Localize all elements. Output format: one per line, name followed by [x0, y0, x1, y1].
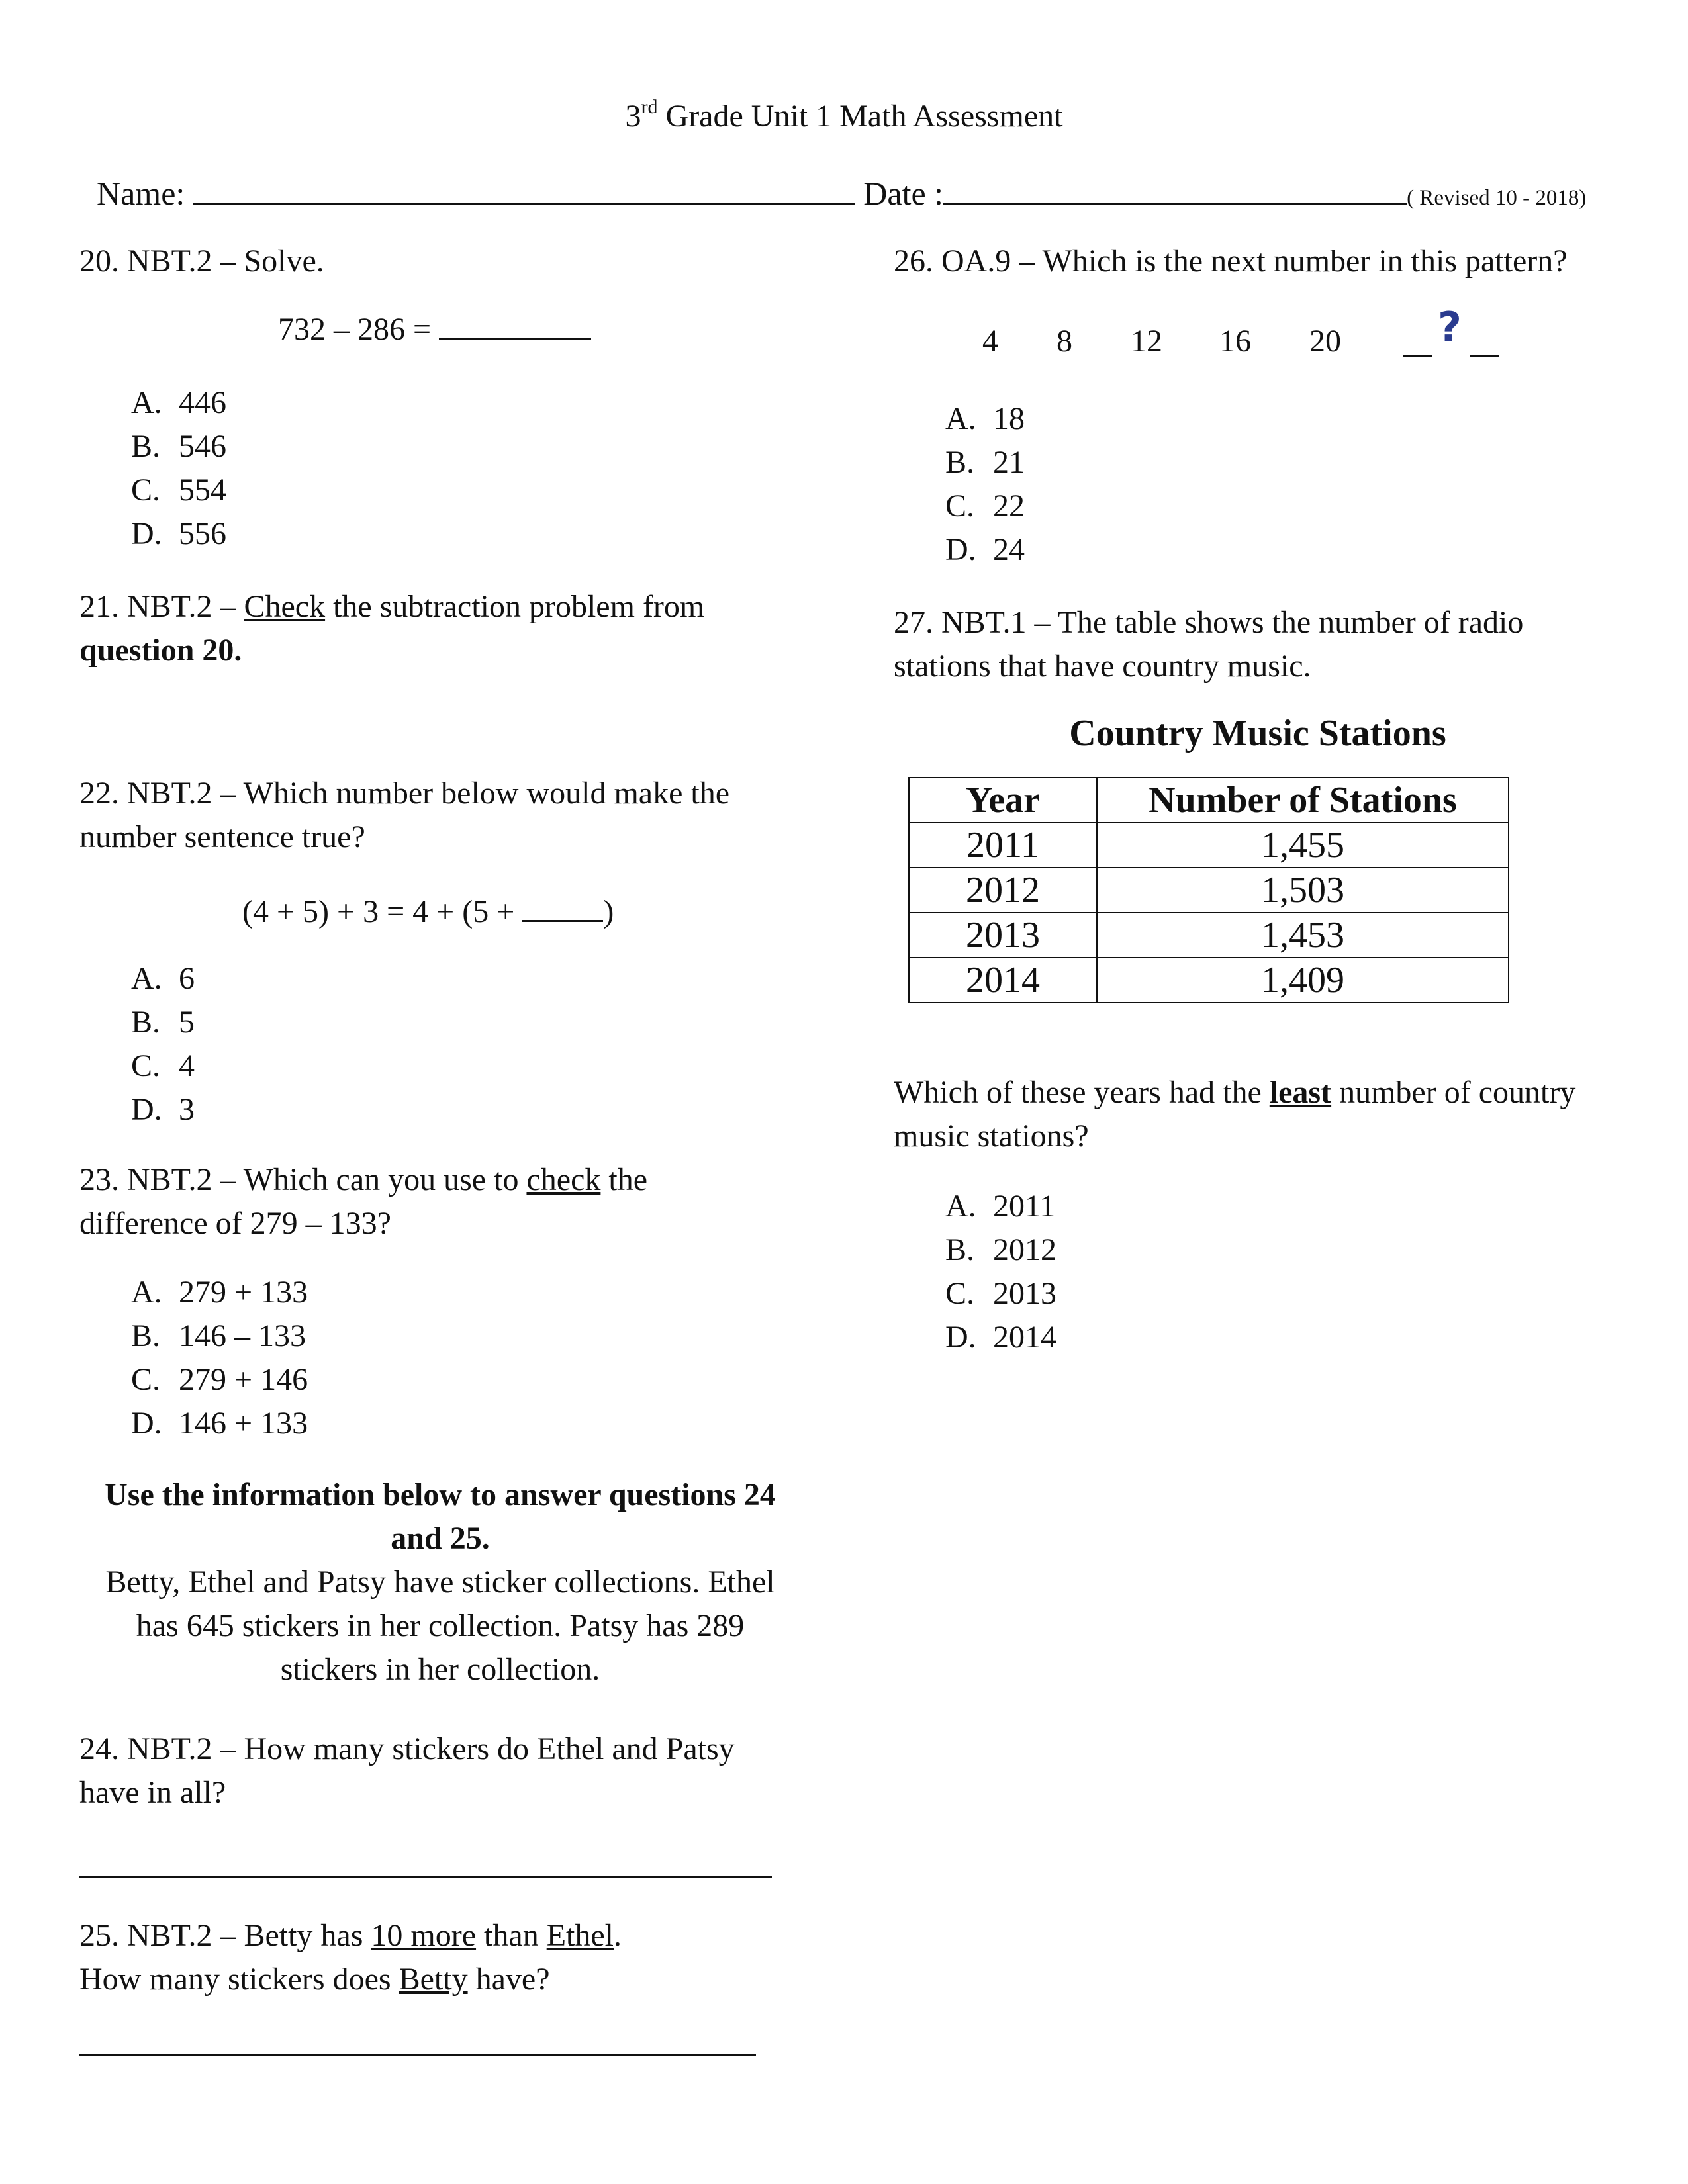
q21-prompt: 21. NBT.2 – Check the subtraction problem from question 20. [79, 589, 705, 668]
cell-stations: 1,453 [1097, 913, 1509, 958]
cell-stations: 1,503 [1097, 868, 1509, 913]
pattern-number: 12 [1131, 324, 1162, 359]
q24-answer-line[interactable] [79, 1876, 772, 1878]
q22-choices [131, 957, 195, 1132]
q20-equation: 732 – 286 = [278, 308, 591, 347]
q26-prompt: 26. OA.9 – Which is the next number in this pattern? [894, 244, 1568, 279]
header-year: Year [909, 778, 1097, 823]
question-mark-icon: ? [1438, 303, 1462, 351]
cell-year: 2012 [909, 868, 1097, 913]
table-row [909, 958, 1509, 1003]
table-row [909, 913, 1509, 958]
q25-prompt: 25. NBT.2 – Betty has 10 more than Ethel. How many stickers does Betty have? [79, 1918, 622, 1997]
q27-prompt: 27. NBT.1 – The table shows the number of radio stations that have country music. [894, 605, 1524, 684]
choice-item[interactable]: B. 21 [945, 445, 1025, 480]
choice-item[interactable]: C. 554 [131, 473, 226, 508]
q25-answer-line[interactable] [79, 2054, 756, 2056]
choice-item[interactable]: D. 3 [131, 1092, 195, 1127]
table-title: Country Music Stations [1069, 713, 1446, 754]
q27-question: Which of these years had the least number of country music stations? [894, 1075, 1576, 1154]
q22-equation: (4 + 5) + 3 = 4 + (5 + ) [242, 891, 614, 930]
q23-prompt: 23. NBT.2 – Which can you use to check the difference of 279 – 133? [79, 1162, 648, 1241]
q22-prompt: 22. NBT.2 – Which number below would make the number sentence true? [79, 776, 730, 854]
pattern-number: 16 [1219, 324, 1251, 359]
q22-answer-blank[interactable] [522, 891, 603, 922]
date-field[interactable] [943, 171, 1407, 205]
table-row [909, 823, 1509, 868]
name-label: Name: [97, 175, 185, 212]
table-header-row [909, 778, 1509, 823]
revised-note: ( Revised 10 - 2018) [1407, 186, 1587, 210]
choice-item[interactable]: C. 22 [945, 488, 1025, 523]
header-stations: Number of Stations [1097, 778, 1509, 823]
page-title: 3rd Grade Unit 1 Math Assessment [625, 96, 1063, 134]
choice-item[interactable]: B. 146 – 133 [131, 1318, 306, 1353]
choice-item[interactable]: A. 446 [131, 385, 226, 420]
cell-stations: 1,455 [1097, 823, 1509, 868]
q24-prompt: 24. NBT.2 – How many stickers do Ethel and Patsy have in all? [79, 1731, 735, 1810]
choice-item[interactable]: A. 18 [945, 401, 1025, 436]
pattern-number: 8 [1056, 324, 1072, 359]
name-field[interactable] [193, 171, 855, 205]
date-label: Date : [863, 175, 944, 212]
choice-item[interactable]: D. 556 [131, 516, 226, 551]
choice-item[interactable]: A. 279 + 133 [131, 1275, 308, 1310]
pattern-number: 20 [1309, 324, 1341, 359]
cell-year: 2013 [909, 913, 1097, 958]
name-date-line [97, 171, 1586, 212]
info-block: Use the information below to answer questions 24 and 25. Betty, Ethel and Patsy have sticker collections. Ethel has 645 stickers in her collection. Patsy has 289 stickers in her collection. [105, 1477, 776, 1687]
choice-item[interactable]: A. 2011 [945, 1189, 1056, 1224]
choice-item[interactable]: D. 24 [945, 532, 1025, 567]
choice-item[interactable]: D. 2014 [945, 1320, 1056, 1355]
choice-item[interactable]: A. 6 [131, 961, 195, 996]
stations-table [908, 777, 1509, 1003]
q20-choices [131, 381, 226, 556]
q26-choices [945, 397, 1025, 572]
q20-prompt: 20. NBT.2 – Solve. [79, 244, 324, 279]
cell-year: 2014 [909, 958, 1097, 1003]
choice-item[interactable]: D. 146 + 133 [131, 1406, 308, 1441]
q26-pattern [894, 303, 1622, 376]
choice-item[interactable]: C. 2013 [945, 1276, 1056, 1311]
cell-stations: 1,409 [1097, 958, 1509, 1003]
q27-choices [945, 1185, 1056, 1359]
pattern-number: 4 [982, 324, 998, 359]
choice-item[interactable]: C. 4 [131, 1048, 195, 1083]
choice-item[interactable]: B. 5 [131, 1005, 195, 1040]
q20-answer-blank[interactable] [439, 308, 591, 340]
cell-year: 2011 [909, 823, 1097, 868]
choice-item[interactable]: B. 2012 [945, 1232, 1056, 1267]
table-row [909, 868, 1509, 913]
choice-item[interactable]: B. 546 [131, 429, 226, 464]
choice-item[interactable]: C. 279 + 146 [131, 1362, 308, 1397]
q23-choices [131, 1271, 308, 1445]
